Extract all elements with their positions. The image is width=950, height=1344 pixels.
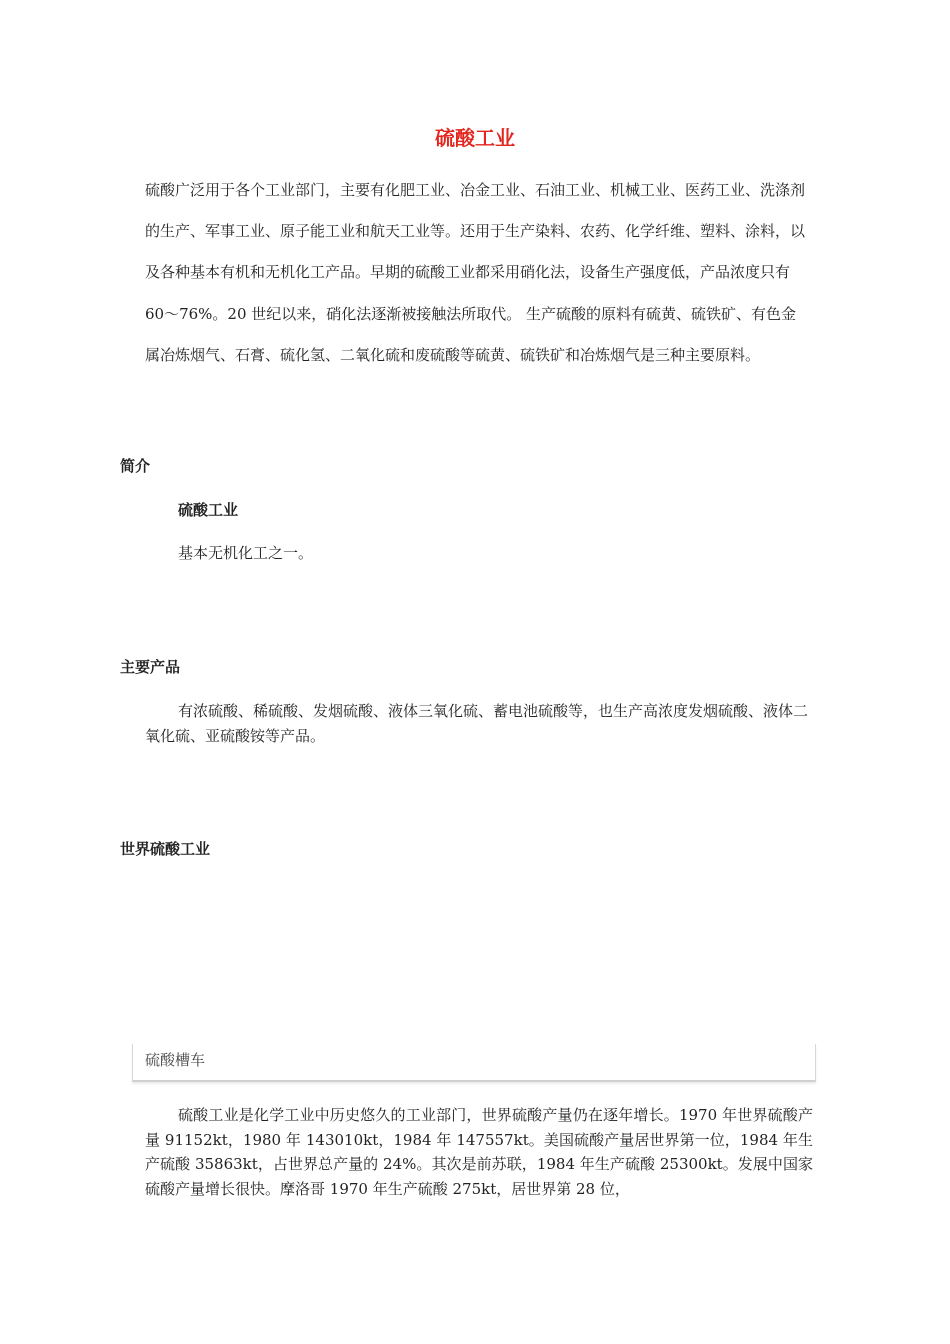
image-caption: 硫酸槽车 bbox=[145, 1051, 206, 1069]
intro-paragraph: 硫酸广泛用于各个工业部门，主要有化肥工业、冶金工业、石油工业、机械工业、医药工业、洗涤剂的生产、军事工业、原子能工业和航天工业等。还用于生产染料、农药、化学纤维、塑料、涂料，以及各种基本有机和无机化工产品。早期的硫酸工业都采用硝化法，设备生产强度低，产品浓度只有 60～76%。20 世纪以来，硝化法逐渐被接触法所取代。 生产硫酸的原料有硫黄、硫铁矿、有色金属冶炼烟气、石膏、硫化氢、二氧化硫和废硫酸等硫黄、硫铁矿和冶炼烟气是三种主要原料。 bbox=[145, 181, 806, 364]
image-caption-box bbox=[132, 1044, 816, 1082]
intro-description: 基本无机化工之一。 bbox=[178, 544, 314, 562]
world-paragraph: 硫酸工业是化学工业中历史悠久的工业部门，世界硫酸产量仍在逐年增长。1970 年世界硫酸产量 91152kt，1980 年 143010kt，1984 年 147557kt。美国硫酸产量居世界第一位，1984 年生产硫酸 35863kt，占世界总产量的 24%。其次是前苏联，1984 年生产硫酸 25300kt。发展中国家硫酸产量增长很快。摩洛哥 1970 年生产硫酸 275kt，居世界第 28 位， bbox=[145, 1106, 813, 1198]
page-title: 硫酸工业 bbox=[435, 126, 515, 150]
intro-subtitle: 硫酸工业 bbox=[178, 501, 239, 519]
section-heading-intro: 简介 bbox=[120, 457, 151, 475]
section-heading-world: 世界硫酸工业 bbox=[120, 840, 211, 858]
products-paragraph: 有浓硫酸、稀硫酸、发烟硫酸、液体三氧化硫、蓄电池硫酸等，也生产高浓度发烟硫酸、液体二氧化硫、亚硫酸铵等产品。 bbox=[145, 702, 809, 745]
section-heading-products: 主要产品 bbox=[120, 658, 181, 676]
